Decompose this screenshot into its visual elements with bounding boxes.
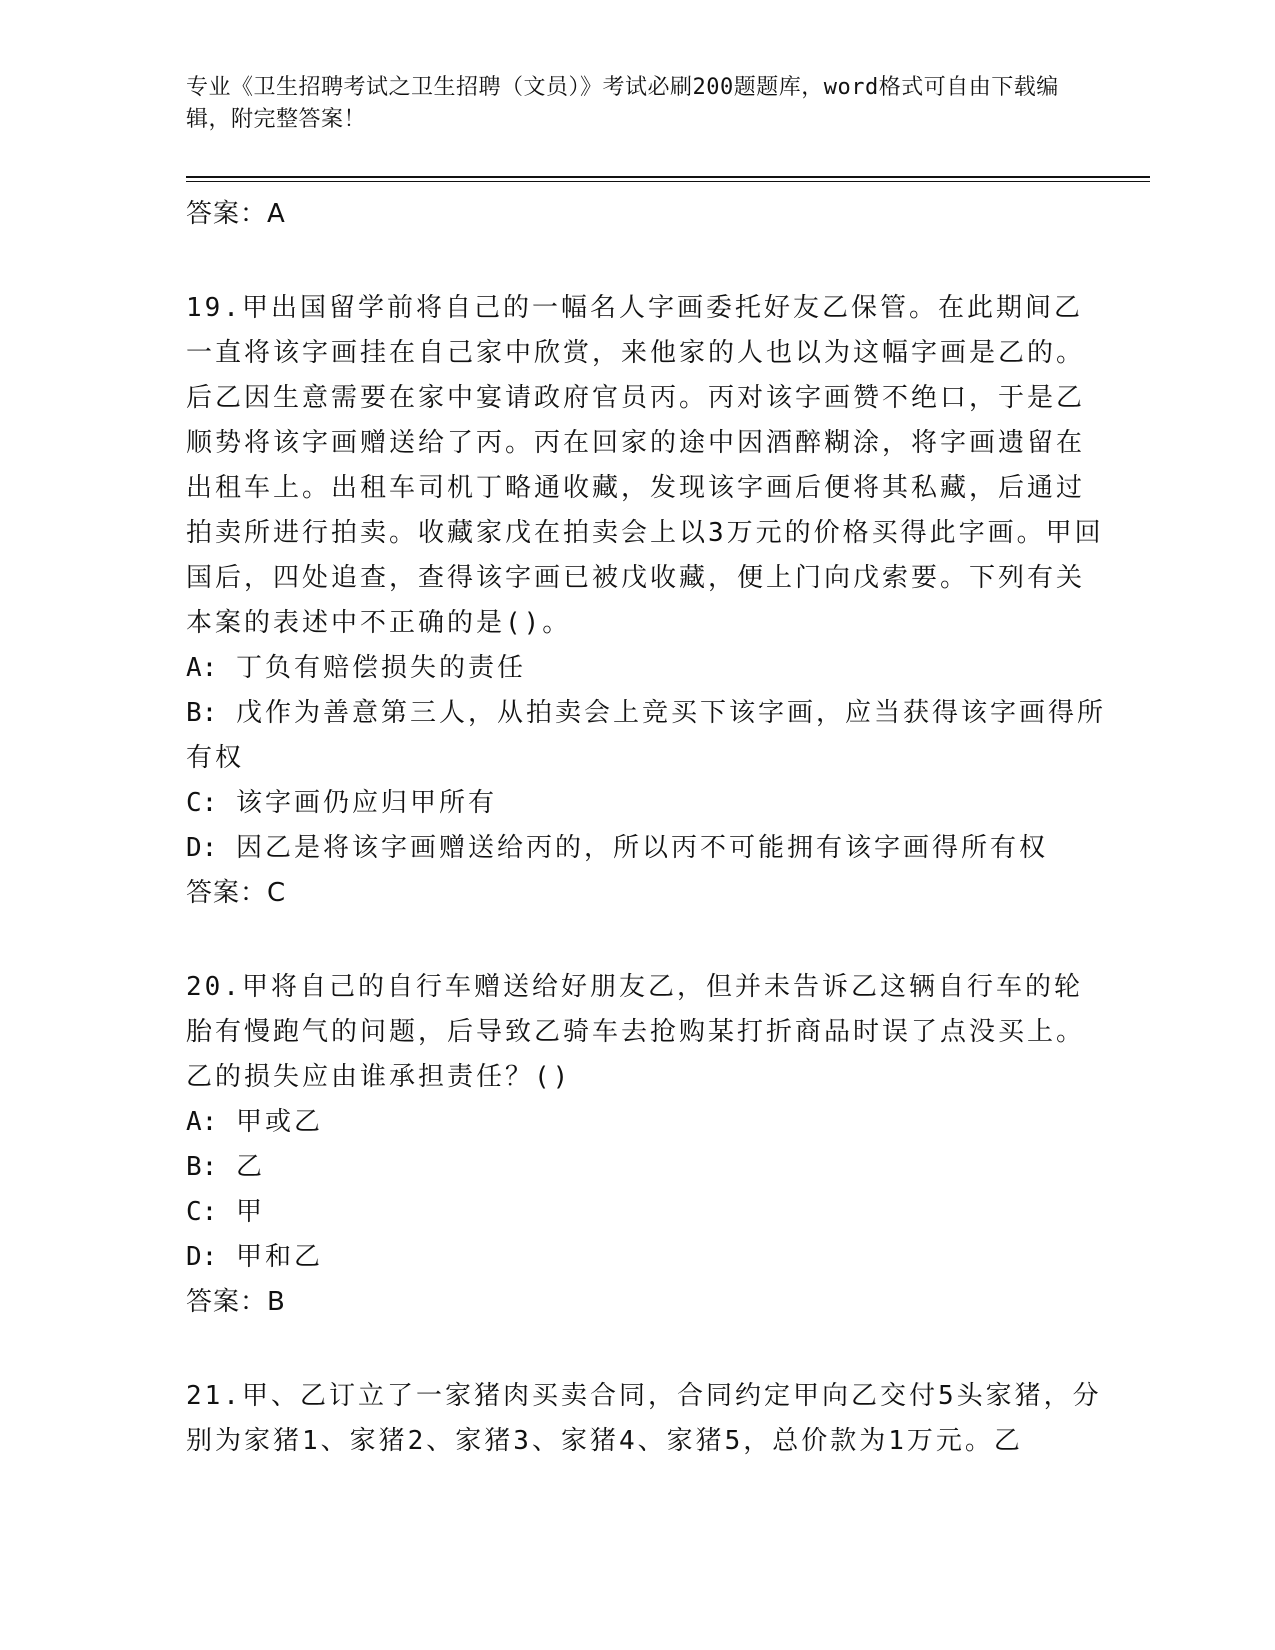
question-19-option-a bbox=[186, 646, 1106, 691]
option-key: B: bbox=[186, 698, 218, 728]
option-text: 甲 bbox=[235, 1197, 265, 1227]
option-text: 因乙是将该字画赠送给丙的，所以丙不可能拥有该字画得所有权 bbox=[235, 833, 1048, 863]
option-key: D: bbox=[186, 1242, 218, 1272]
document-header: 专业《卫生招聘考试之卫生招聘（文员）》考试必刷200题题库，word格式可自由下载编辑，附完整答案！ bbox=[186, 75, 1059, 132]
question-19-option-c bbox=[186, 781, 1106, 826]
question-21-text: 21.甲、乙订立了一家猪肉买卖合同，合同约定甲向乙交付5头家猪，分别为家猪1、家猪2、家猪3、家猪4、家猪5，总价款为1万元。乙 bbox=[186, 1381, 1102, 1456]
question-19-option-b bbox=[186, 691, 1106, 781]
question-19-option-d bbox=[186, 826, 1106, 871]
option-key: A: bbox=[186, 653, 218, 683]
question-20-option-a bbox=[186, 1100, 1106, 1145]
spacer bbox=[186, 915, 1106, 965]
question-20-option-d bbox=[186, 1235, 1106, 1280]
question-20-text: 20.甲将自己的自行车赠送给好朋友乙，但并未告诉乙这辆自行车的轮胎有慢跑气的问题，后导致乙骑车去抢购某打折商品时误了点没买上。乙的损失应由谁承担责任？() bbox=[186, 972, 1086, 1092]
question-19-text: 19.甲出国留学前将自己的一幅名人字画委托好友乙保管。在此期间乙一直将该字画挂在自己家中欣赏，来他家的人也以为这幅字画是乙的。后乙因生意需要在家中宴请政府官员丙。丙对该字画赞不绝口，于是乙顺势将该字画赠送给了丙。丙在回家的途中因酒醉糊涂，将字画遗留在出租车上。出租车司机丁略通收藏，发现该字画后便将其私藏，后通过拍卖所进行拍卖。收藏家戊在拍卖会上以3万元的价格买得此字画。甲回国后，四处追查，查得该字画已被戊收藏，便上门向戊索要。下列有关本案的表述中不正确的是()。 bbox=[186, 293, 1104, 638]
spacer bbox=[186, 236, 1106, 286]
option-key: A: bbox=[186, 1107, 218, 1137]
question-20-option-b bbox=[186, 1145, 1106, 1190]
option-text: 丁负有赔偿损失的责任 bbox=[235, 653, 526, 683]
question-19-answer: 答案：C bbox=[186, 878, 287, 908]
option-key: B: bbox=[186, 1152, 218, 1182]
answer-line: 答案：A bbox=[186, 199, 286, 229]
question-20-answer: 答案：B bbox=[186, 1287, 286, 1317]
header-rule-thin bbox=[186, 181, 1150, 182]
option-key: C: bbox=[186, 1197, 218, 1227]
option-text: 甲和乙 bbox=[235, 1242, 323, 1272]
option-text: 乙 bbox=[235, 1152, 265, 1182]
option-key: D: bbox=[186, 833, 218, 863]
header-rule-thick bbox=[186, 176, 1150, 178]
option-text: 该字画仍应归甲所有 bbox=[235, 788, 497, 818]
option-text: 甲或乙 bbox=[235, 1107, 323, 1137]
option-text: 戊作为善意第三人，从拍卖会上竞买下该字画，应当获得该字画得所有权 bbox=[186, 698, 1106, 773]
document-body bbox=[186, 188, 1106, 1464]
option-key: C: bbox=[186, 788, 218, 818]
question-20-option-c bbox=[186, 1190, 1106, 1235]
spacer bbox=[186, 1324, 1106, 1374]
